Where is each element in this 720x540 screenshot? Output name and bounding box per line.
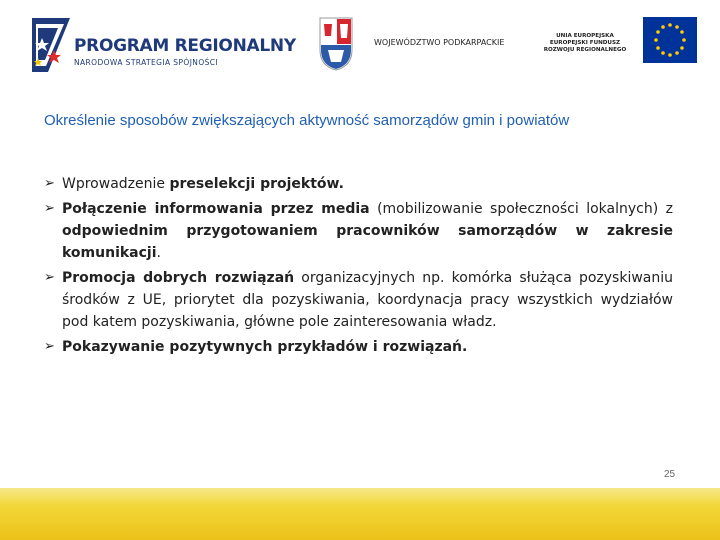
bullet-2-bold-2: odpowiednim przygotowaniem pracowników samorządów w zakresie komunikacji	[62, 223, 673, 261]
eu-text-line-3: ROZWOJU REGIONALNEGO	[543, 47, 627, 53]
arrow-bullet-icon: ➢	[44, 176, 55, 191]
bullet-3-bold: Promocja dobrych rozwiązań	[62, 270, 295, 286]
program-subtitle: NARODOWA STRATEGIA SPÓJNOŚCI	[74, 58, 219, 67]
program-regionalny-logo	[24, 14, 296, 78]
bullet-2-end: .	[156, 245, 161, 261]
bullet-list	[44, 173, 673, 361]
slide-title: Określenie sposobów zwiększających aktywność samorządów gmin i powiatów	[44, 112, 570, 129]
list-item	[44, 173, 673, 195]
voivodeship-label: WOJEWÓDZTWO PODKARPACKIE	[374, 38, 505, 47]
bullet-4-bold: Pokazywanie pozytywnych przykładów i rozwiązań.	[62, 339, 468, 355]
eu-text-line-2: EUROPEJSKI FUNDUSZ	[549, 40, 621, 46]
coat-of-arms-icon	[318, 16, 354, 72]
arrow-bullet-icon: ➢	[44, 339, 55, 354]
footer-band	[0, 488, 720, 540]
arrow-bullet-icon: ➢	[44, 270, 55, 285]
list-item	[44, 336, 673, 358]
list-item	[44, 267, 673, 333]
bullet-2-bold: Połączenie informowania przez media	[62, 201, 370, 217]
header	[0, 0, 720, 90]
program-title: PROGRAM REGIONALNY	[74, 36, 296, 56]
arrow-bullet-icon: ➢	[44, 201, 55, 216]
bullet-3-text: organizacyjnych np. komórka służąca pozyskiwaniu środków z UE, priorytet dla pozyskiwania, koordynacja pracy wszystkich wydziałów pod katem pozyskiwania, główne pole zainteresowania władz.	[62, 270, 673, 330]
bullet-2-text: (mobilizowanie społeczności lokalnych) z	[369, 201, 673, 217]
eu-flag-icon	[643, 17, 697, 63]
eu-fund-text	[532, 33, 638, 54]
bullet-1-bold: preselekcji projektów.	[169, 176, 344, 192]
list-item	[44, 198, 673, 264]
bullet-1-text: Wprowadzenie	[62, 176, 170, 192]
eu-text-line-1: UNIA EUROPEJSKA	[556, 33, 614, 39]
page-number: 25	[664, 469, 676, 480]
